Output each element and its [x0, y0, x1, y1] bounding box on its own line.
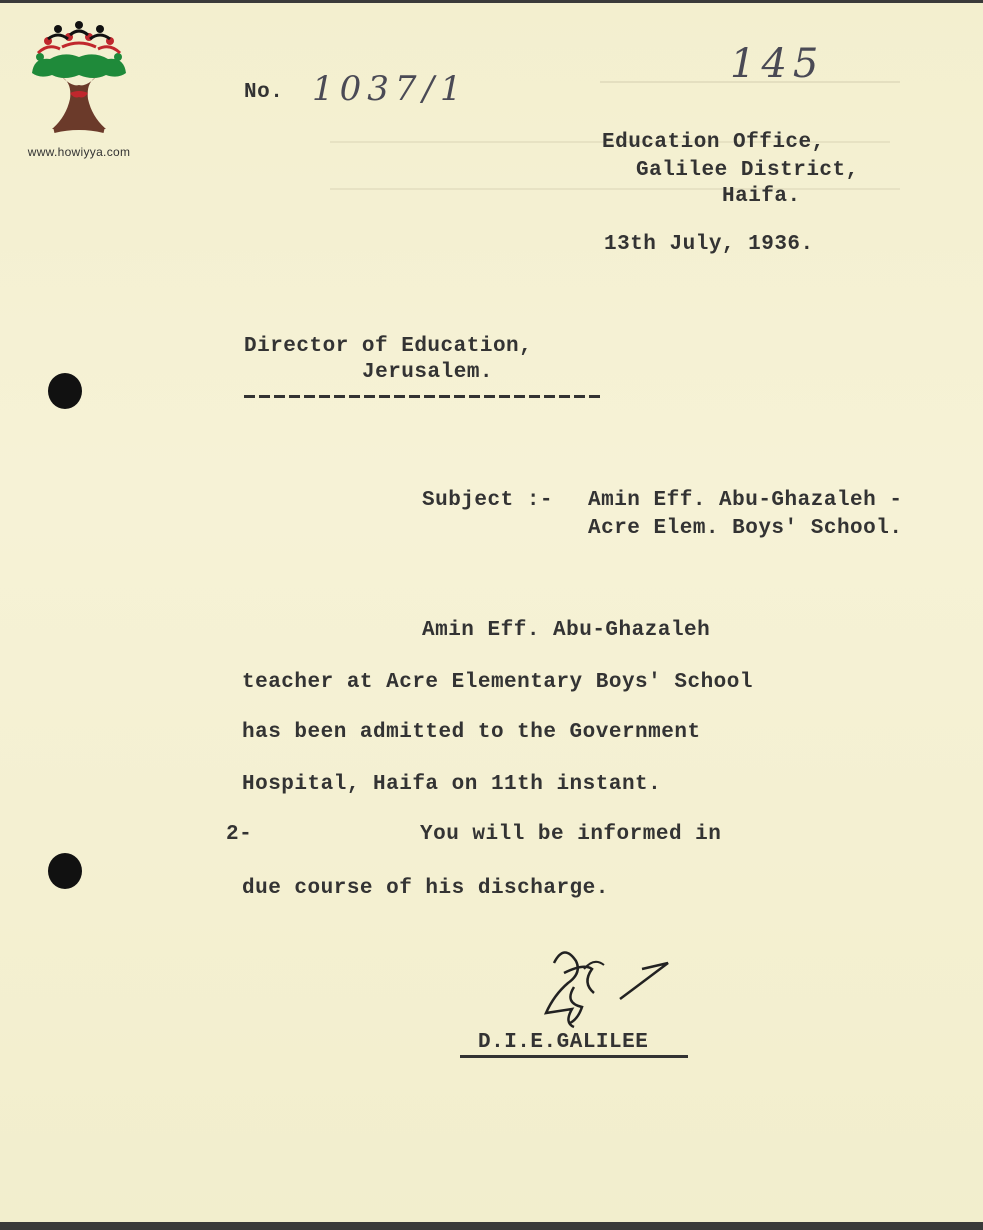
body-line-2: has been admitted to the Government	[242, 721, 701, 744]
recipient-line-1: Director of Education,	[244, 335, 533, 358]
tree-logo-icon	[14, 17, 144, 145]
letter-date: 13th July, 1936.	[604, 233, 814, 256]
sender-line-2: Galilee District,	[636, 159, 859, 182]
logo-url: www.howiyya.com	[27, 145, 131, 159]
signatory-name: D.I.E.GALILEE	[478, 1031, 649, 1054]
para2-line-2: due course of his discharge.	[242, 877, 609, 900]
sender-line-1: Education Office,	[602, 131, 825, 154]
signatory-underline	[460, 1055, 688, 1058]
punch-hole-bottom	[48, 853, 82, 889]
subject-label: Subject :-	[422, 489, 554, 512]
letter-number-handwritten: 1037/1	[312, 69, 468, 109]
para2-number: 2-	[226, 823, 253, 846]
para2-line-1: You will be informed in	[420, 823, 722, 846]
handwritten-signature	[524, 943, 674, 1033]
subject-line-1: Amin Eff. Abu-Ghazaleh -	[588, 489, 903, 512]
letter-number-label: No.	[244, 81, 284, 104]
howiyya-logo	[14, 17, 144, 159]
recipient-line-2: Jerusalem.	[362, 361, 494, 384]
body-line-1: teacher at Acre Elementary Boys' School	[242, 671, 753, 694]
sender-line-3: Haifa.	[722, 185, 801, 208]
subject-line-2: Acre Elem. Boys' School.	[588, 517, 903, 540]
body-name-line: Amin Eff. Abu-Ghazaleh	[422, 619, 711, 642]
body-line-3: Hospital, Haifa on 11th instant.	[242, 773, 662, 796]
punch-hole-top	[48, 373, 82, 409]
recipient-underline	[244, 395, 604, 398]
page-number-handwritten: 145	[730, 41, 825, 87]
